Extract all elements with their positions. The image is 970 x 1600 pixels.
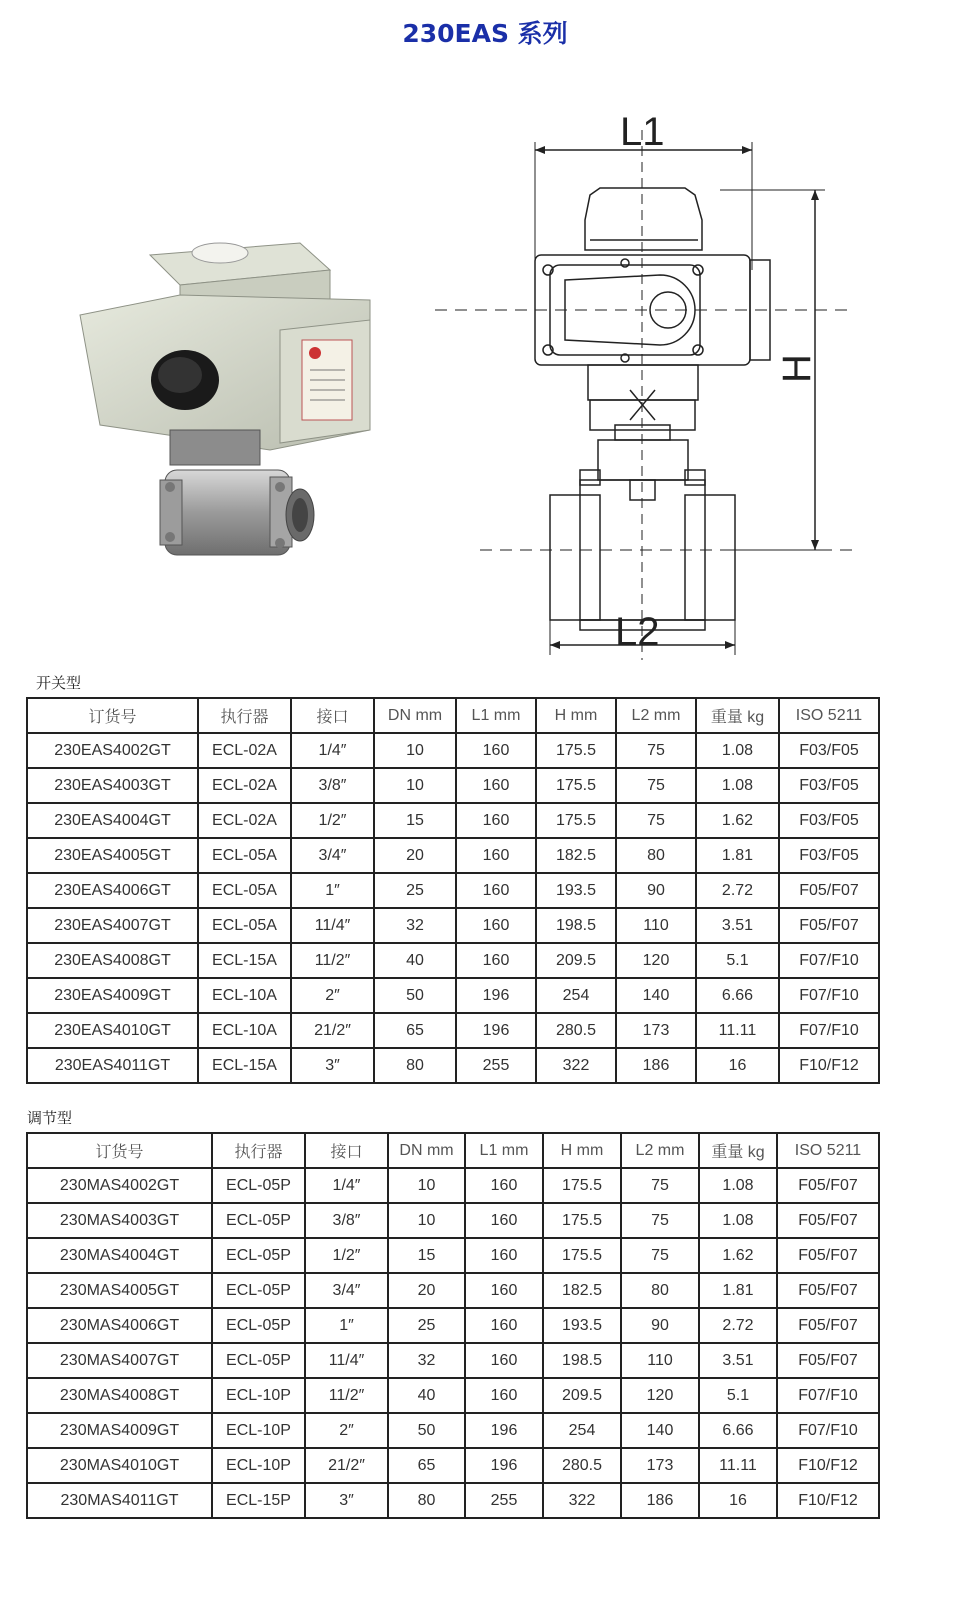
table-cell: F07/F10 <box>779 943 879 978</box>
table-cell: 193.5 <box>543 1308 621 1343</box>
table-cell: 120 <box>621 1378 699 1413</box>
table-cell: F07/F10 <box>777 1378 879 1413</box>
table-cell: ECL-10P <box>212 1413 305 1448</box>
table-row <box>27 943 879 978</box>
table-cell: 3/4″ <box>291 838 374 873</box>
table-cell: 175.5 <box>543 1203 621 1238</box>
table-row <box>27 908 879 943</box>
table-cell: F10/F12 <box>777 1448 879 1483</box>
table-cell: 1.62 <box>699 1238 777 1273</box>
table-cell: 196 <box>456 1013 536 1048</box>
table-cell: 1.08 <box>699 1168 777 1203</box>
table-cell: 75 <box>621 1203 699 1238</box>
table-cell: 186 <box>616 1048 696 1083</box>
modulating-section-label: 调节型 <box>27 1109 73 1127</box>
table-cell: 21/2″ <box>291 1013 374 1048</box>
header-connection: 接口 <box>291 698 374 733</box>
table-cell: 255 <box>465 1483 543 1518</box>
table-cell: 65 <box>374 1013 456 1048</box>
table-cell: 5.1 <box>699 1378 777 1413</box>
table-cell: 2.72 <box>696 873 779 908</box>
table-cell: ECL-05A <box>198 838 291 873</box>
table-cell: 6.66 <box>699 1413 777 1448</box>
table-cell: 65 <box>388 1448 465 1483</box>
header-l1: L1 mm <box>456 698 536 733</box>
table-cell: F07/F10 <box>779 1013 879 1048</box>
table-cell: ECL-02A <box>198 768 291 803</box>
table-cell: 230MAS4009GT <box>27 1413 212 1448</box>
table-cell: 90 <box>621 1308 699 1343</box>
table-cell: F05/F07 <box>777 1238 879 1273</box>
table-cell: F05/F07 <box>777 1203 879 1238</box>
table-cell: F05/F07 <box>777 1343 879 1378</box>
table-cell: 75 <box>621 1238 699 1273</box>
table-cell: 80 <box>616 838 696 873</box>
header-iso: ISO 5211 <box>779 698 879 733</box>
table-cell: 280.5 <box>543 1448 621 1483</box>
table-row <box>27 978 879 1013</box>
table-cell: 160 <box>465 1203 543 1238</box>
table-cell: 193.5 <box>536 873 616 908</box>
table-cell: 75 <box>616 803 696 838</box>
table-header-row <box>27 698 879 733</box>
table-cell: 230EAS4011GT <box>27 1048 198 1083</box>
table-cell: 3/8″ <box>291 768 374 803</box>
table-cell: 1/4″ <box>291 733 374 768</box>
table-cell: 80 <box>374 1048 456 1083</box>
table-cell: 75 <box>621 1168 699 1203</box>
table-cell: 230MAS4003GT <box>27 1203 212 1238</box>
table-row <box>27 1273 879 1308</box>
table-cell: 10 <box>388 1168 465 1203</box>
table-cell: 230MAS4008GT <box>27 1378 212 1413</box>
table-row <box>27 1048 879 1083</box>
table-cell: 1/2″ <box>291 803 374 838</box>
table-cell: 230MAS4006GT <box>27 1308 212 1343</box>
table-cell: 230EAS4009GT <box>27 978 198 1013</box>
header-connection: 接口 <box>305 1133 388 1168</box>
table-cell: 1/2″ <box>305 1238 388 1273</box>
table-cell: 230MAS4010GT <box>27 1448 212 1483</box>
table-cell: 230EAS4006GT <box>27 873 198 908</box>
table-cell: 175.5 <box>543 1168 621 1203</box>
table-cell: 25 <box>388 1308 465 1343</box>
table-cell: ECL-02A <box>198 803 291 838</box>
table-row <box>27 1483 879 1518</box>
table-cell: 1.81 <box>696 838 779 873</box>
table-cell: 254 <box>536 978 616 1013</box>
table-body <box>27 733 879 1083</box>
table-cell: 11/4″ <box>305 1343 388 1378</box>
dim-l1-label: L1 <box>620 110 665 154</box>
table-cell: 6.66 <box>696 978 779 1013</box>
table-cell: ECL-05P <box>212 1308 305 1343</box>
table-cell: 160 <box>456 838 536 873</box>
table-cell: 230MAS4005GT <box>27 1273 212 1308</box>
table-cell: 160 <box>465 1273 543 1308</box>
table-cell: F05/F07 <box>777 1273 879 1308</box>
table-cell: 40 <box>374 943 456 978</box>
table-cell: 230MAS4002GT <box>27 1168 212 1203</box>
table-cell: 254 <box>543 1413 621 1448</box>
table-cell: 3.51 <box>696 908 779 943</box>
table-cell: 230EAS4004GT <box>27 803 198 838</box>
table-cell: 160 <box>456 768 536 803</box>
table-cell: 1″ <box>291 873 374 908</box>
table-cell: 1.62 <box>696 803 779 838</box>
table-cell: 160 <box>456 733 536 768</box>
table-cell: 230EAS4010GT <box>27 1013 198 1048</box>
header-weight: 重量 kg <box>696 698 779 733</box>
table-cell: 1/4″ <box>305 1168 388 1203</box>
table-cell: ECL-15A <box>198 1048 291 1083</box>
table-cell: ECL-05A <box>198 908 291 943</box>
table-cell: 175.5 <box>536 768 616 803</box>
table-cell: 160 <box>456 943 536 978</box>
table-cell: 140 <box>621 1413 699 1448</box>
table-cell: 10 <box>374 733 456 768</box>
table-cell: F03/F05 <box>779 733 879 768</box>
table-cell: 80 <box>621 1273 699 1308</box>
table-cell: F05/F07 <box>779 908 879 943</box>
table-cell: 80 <box>388 1483 465 1518</box>
table-cell: 1″ <box>305 1308 388 1343</box>
table-cell: ECL-10A <box>198 1013 291 1048</box>
table-cell: 11/4″ <box>291 908 374 943</box>
dim-h-label: H <box>775 354 819 383</box>
table-row <box>27 1203 879 1238</box>
table-row <box>27 768 879 803</box>
on-off-spec-table <box>26 697 880 1084</box>
table-row <box>27 1343 879 1378</box>
table-cell: ECL-05P <box>212 1168 305 1203</box>
table-cell: 16 <box>699 1483 777 1518</box>
table-cell: 40 <box>388 1378 465 1413</box>
table-row <box>27 1238 879 1273</box>
table-cell: 15 <box>374 803 456 838</box>
table-cell: 75 <box>616 768 696 803</box>
table-row <box>27 803 879 838</box>
table-cell: 120 <box>616 943 696 978</box>
table-cell: 160 <box>456 873 536 908</box>
header-l2: L2 mm <box>616 698 696 733</box>
table-cell: 196 <box>456 978 536 1013</box>
table-cell: 182.5 <box>543 1273 621 1308</box>
header-h: H mm <box>536 698 616 733</box>
table-cell: 160 <box>465 1308 543 1343</box>
table-cell: 2″ <box>291 978 374 1013</box>
table-cell: 11.11 <box>699 1448 777 1483</box>
table-cell: 322 <box>543 1483 621 1518</box>
header-l1: L1 mm <box>465 1133 543 1168</box>
header-actuator: 执行器 <box>198 698 291 733</box>
table-row <box>27 838 879 873</box>
table-cell: 3″ <box>291 1048 374 1083</box>
table-cell: ECL-05P <box>212 1203 305 1238</box>
table-cell: 198.5 <box>543 1343 621 1378</box>
table-cell: ECL-15P <box>212 1483 305 1518</box>
table-cell: 110 <box>616 908 696 943</box>
table-row <box>27 1448 879 1483</box>
table-cell: 1.08 <box>699 1203 777 1238</box>
table-body <box>27 1168 879 1518</box>
table-cell: 5.1 <box>696 943 779 978</box>
table-cell: 140 <box>616 978 696 1013</box>
table-cell: 15 <box>388 1238 465 1273</box>
table-cell: 3/8″ <box>305 1203 388 1238</box>
table-cell: F05/F07 <box>777 1308 879 1343</box>
table-cell: 160 <box>456 803 536 838</box>
table-cell: 10 <box>374 768 456 803</box>
table-cell: 230MAS4007GT <box>27 1343 212 1378</box>
table-cell: 10 <box>388 1203 465 1238</box>
table-cell: 50 <box>388 1413 465 1448</box>
table-cell: 160 <box>465 1343 543 1378</box>
table-cell: 32 <box>388 1343 465 1378</box>
table-cell: 160 <box>456 908 536 943</box>
table-cell: 186 <box>621 1483 699 1518</box>
table-cell: 20 <box>374 838 456 873</box>
table-cell: 230EAS4003GT <box>27 768 198 803</box>
table-cell: 1.08 <box>696 733 779 768</box>
table-row <box>27 733 879 768</box>
header-weight: 重量 kg <box>699 1133 777 1168</box>
table-cell: 209.5 <box>536 943 616 978</box>
table-cell: 32 <box>374 908 456 943</box>
table-cell: 11/2″ <box>291 943 374 978</box>
table-cell: F03/F05 <box>779 803 879 838</box>
table-cell: 25 <box>374 873 456 908</box>
table-cell: 175.5 <box>543 1238 621 1273</box>
table-row <box>27 1413 879 1448</box>
table-cell: ECL-05P <box>212 1238 305 1273</box>
table-cell: 50 <box>374 978 456 1013</box>
table-cell: ECL-15A <box>198 943 291 978</box>
dimension-drawing <box>430 100 890 680</box>
table-row <box>27 1308 879 1343</box>
table-cell: 11/2″ <box>305 1378 388 1413</box>
table-cell: 196 <box>465 1448 543 1483</box>
table-cell: ECL-10P <box>212 1448 305 1483</box>
header-h: H mm <box>543 1133 621 1168</box>
on-off-section-label: 开关型 <box>36 674 82 692</box>
table-cell: 230EAS4002GT <box>27 733 198 768</box>
table-row <box>27 1013 879 1048</box>
table-cell: 3.51 <box>699 1343 777 1378</box>
table-cell: 182.5 <box>536 838 616 873</box>
table-cell: 175.5 <box>536 803 616 838</box>
table-cell: 11.11 <box>696 1013 779 1048</box>
table-cell: 322 <box>536 1048 616 1083</box>
header-dn: DN mm <box>374 698 456 733</box>
table-cell: 21/2″ <box>305 1448 388 1483</box>
table-row <box>27 1168 879 1203</box>
table-cell: 16 <box>696 1048 779 1083</box>
table-cell: 230MAS4004GT <box>27 1238 212 1273</box>
table-cell: 1.81 <box>699 1273 777 1308</box>
page-title: 230EAS 系列 <box>402 19 568 48</box>
table-cell: F10/F12 <box>779 1048 879 1083</box>
table-cell: ECL-10A <box>198 978 291 1013</box>
header-order-no: 订货号 <box>27 1133 212 1168</box>
table-cell: F05/F07 <box>777 1168 879 1203</box>
table-cell: 3″ <box>305 1483 388 1518</box>
table-cell: 198.5 <box>536 908 616 943</box>
table-cell: ECL-10P <box>212 1378 305 1413</box>
table-cell: ECL-02A <box>198 733 291 768</box>
table-row <box>27 1378 879 1413</box>
header-dn: DN mm <box>388 1133 465 1168</box>
table-cell: F10/F12 <box>777 1483 879 1518</box>
table-cell: 230EAS4005GT <box>27 838 198 873</box>
table-cell: 75 <box>616 733 696 768</box>
table-cell: 160 <box>465 1168 543 1203</box>
table-cell: 280.5 <box>536 1013 616 1048</box>
table-cell: 160 <box>465 1238 543 1273</box>
table-cell: ECL-05P <box>212 1343 305 1378</box>
table-cell: 2.72 <box>699 1308 777 1343</box>
table-cell: F03/F05 <box>779 768 879 803</box>
header-iso: ISO 5211 <box>777 1133 879 1168</box>
table-cell: 2″ <box>305 1413 388 1448</box>
header-actuator: 执行器 <box>212 1133 305 1168</box>
table-cell: 90 <box>616 873 696 908</box>
table-cell: F03/F05 <box>779 838 879 873</box>
table-row <box>27 873 879 908</box>
table-cell: 173 <box>616 1013 696 1048</box>
valve-photo <box>70 225 380 605</box>
table-cell: 230MAS4011GT <box>27 1483 212 1518</box>
table-cell: 230EAS4007GT <box>27 908 198 943</box>
table-cell: 175.5 <box>536 733 616 768</box>
table-cell: F07/F10 <box>777 1413 879 1448</box>
table-cell: 209.5 <box>543 1378 621 1413</box>
table-cell: 196 <box>465 1413 543 1448</box>
table-cell: 160 <box>465 1378 543 1413</box>
table-cell: 230EAS4008GT <box>27 943 198 978</box>
table-cell: ECL-05A <box>198 873 291 908</box>
table-cell: 110 <box>621 1343 699 1378</box>
modulating-spec-table <box>26 1132 880 1519</box>
table-header-row <box>27 1133 879 1168</box>
table-cell: 3/4″ <box>305 1273 388 1308</box>
table-cell: 1.08 <box>696 768 779 803</box>
table-cell: F07/F10 <box>779 978 879 1013</box>
dim-l2-label: L2 <box>615 610 660 654</box>
header-order-no: 订货号 <box>27 698 198 733</box>
header-l2: L2 mm <box>621 1133 699 1168</box>
table-cell: F05/F07 <box>779 873 879 908</box>
table-cell: 255 <box>456 1048 536 1083</box>
table-cell: 20 <box>388 1273 465 1308</box>
table-cell: ECL-05P <box>212 1273 305 1308</box>
table-cell: 173 <box>621 1448 699 1483</box>
